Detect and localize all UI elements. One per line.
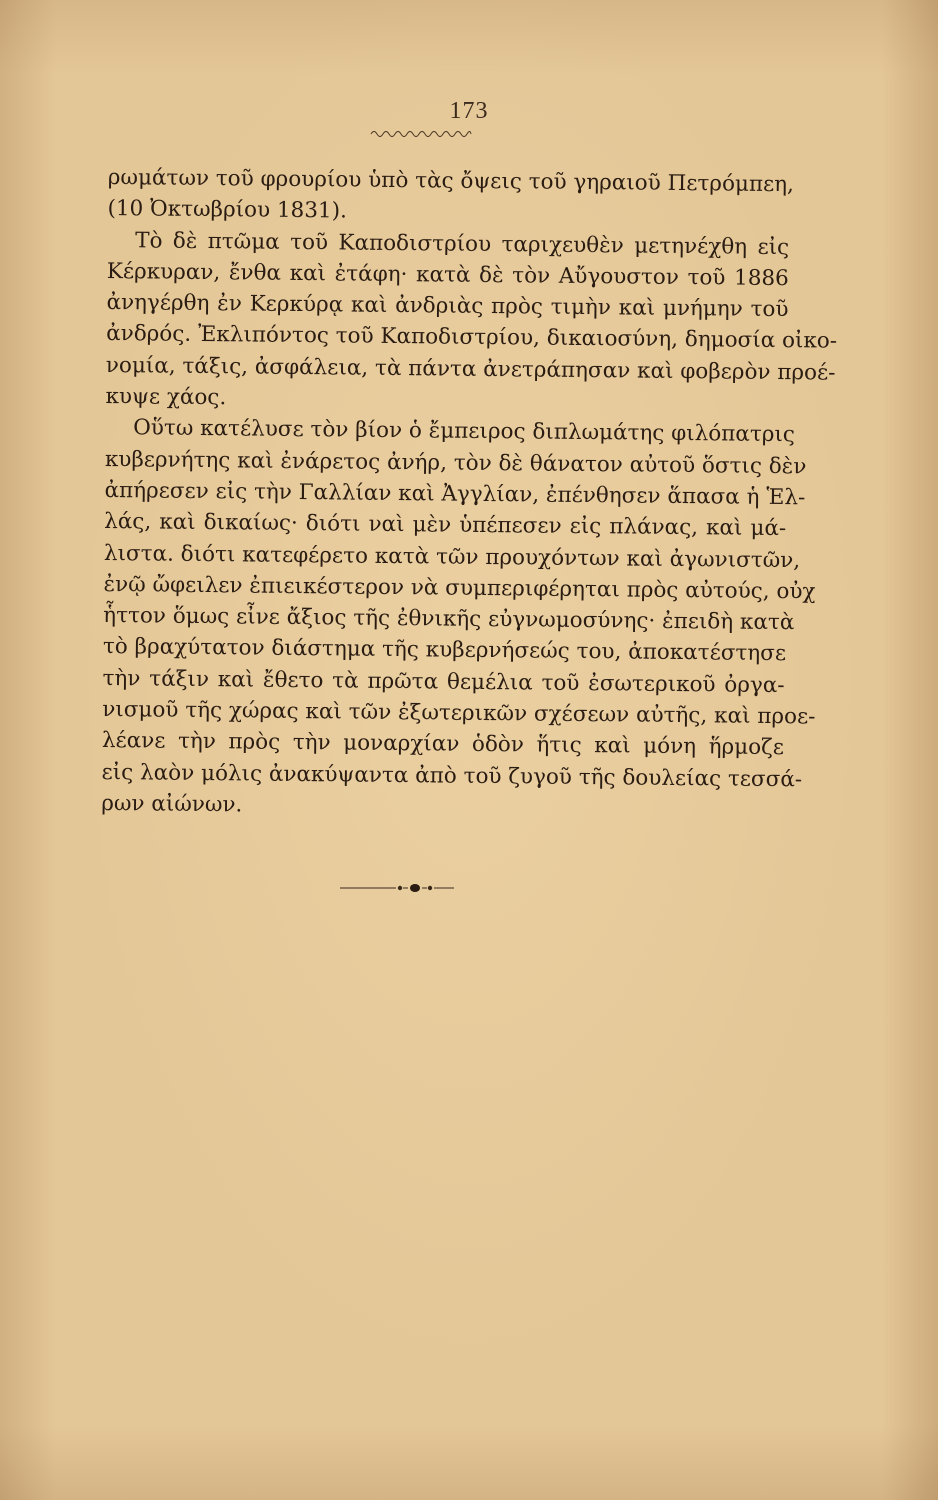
text-line: λάς, καὶ δικαίως· διότι ναὶ μὲν ὑπέπεσεν εἰς πλάνας, καὶ μά- — [104, 509, 787, 542]
text-line: ἐνῷ ὤφειλεν ἐπιεικέστερον νὰ συμπεριφέρηται πρὸς αὐτούς, οὐχ — [103, 571, 816, 605]
wavy-rule-ornament — [370, 128, 472, 138]
text-line: Τὸ δὲ πτῶμα τοῦ Καποδιστρίου ταριχευθὲν μετηνέχθη εἰς — [135, 227, 790, 260]
text-line: ἀνηγέρθη ἐν Κερκύρᾳ καὶ ἀνδριὰς πρὸς τιμὴν καὶ μνήμην τοῦ — [106, 290, 789, 323]
text-line: τὸ βραχύτατον διάστημα τῆς κυβερνήσεώς του, ἀποκατέστησε — [102, 634, 787, 667]
end-ornament — [338, 880, 488, 896]
text-line: ἀπήρεσεν εἰς τὴν Γαλλίαν καὶ Ἀγγλίαν, ἐπένθησεν ἅπασα ἡ Ἑλ- — [104, 477, 806, 511]
text-line: λιστα. διότι κατεφέρετο κατὰ τῶν προυχόντων καὶ ἀγωνιστῶν, — [103, 540, 801, 573]
text-line: νισμοῦ τῆς χώρας καὶ τῶν ἐξωτερικῶν σχέσεων αὐτῆς, καὶ προε- — [102, 697, 816, 730]
text-line: εἰς λαὸν μόλις ἀνακύψαντα ἀπὸ τοῦ ζυγοῦ τῆς δουλείας τεσσά- — [101, 759, 803, 792]
text-line: κυψε χάος. — [105, 384, 227, 411]
text-line: τὴν τάξιν καὶ ἔθετο τὰ πρῶτα θεμέλια τοῦ ἐσωτερικοῦ ὀργα- — [102, 665, 785, 698]
text-line: ἀνδρός. Ἐκλιπόντος τοῦ Καποδιστρίου, δικαιοσύνη, δημοσία οἰκο- — [106, 321, 838, 355]
text-line: νομία, τάξις, ἀσφάλεια, τὰ πάντα ἀνετράπησαν καὶ φοβερὸν προέ- — [105, 352, 836, 386]
text-line: Κέρκυραν, ἔνθα καὶ ἐτάφη· κατὰ δὲ τὸν Αὔγουστον τοῦ 1886 — [106, 258, 789, 292]
text-line: ἧττον ὅμως εἶνε ἄξιος τῆς ἐθνικῆς εὐγνωμοσύνης· ἐπειδὴ κατὰ — [103, 603, 795, 636]
text-line: Οὕτω κατέλυσε τὸν βίον ὁ ἔμπειρος διπλωμάτης φιλόπατρις — [133, 415, 796, 448]
text-line: ρων αἰώνων. — [101, 790, 243, 818]
body-text — [101, 162, 838, 826]
text-line: λέανε τὴν πρὸς τὴν μοναρχίαν ὁδὸν ἥτις καὶ μόνη ἥρμοζε — [101, 728, 785, 761]
text-line: κυβερνήτης καὶ ἐνάρετος ἀνήρ, τὸν δὲ θάνατον αὐτοῦ ὅστις δὲν — [104, 446, 807, 480]
text-line: ρωμάτων τοῦ φρουρίου ὑπὸ τὰς ὄψεις τοῦ γηραιοῦ Πετρόμπεη, — [107, 164, 795, 198]
text-line: (10 Ὀκτωβρίου 1831). — [107, 196, 347, 224]
page-number: 173 — [449, 98, 489, 124]
